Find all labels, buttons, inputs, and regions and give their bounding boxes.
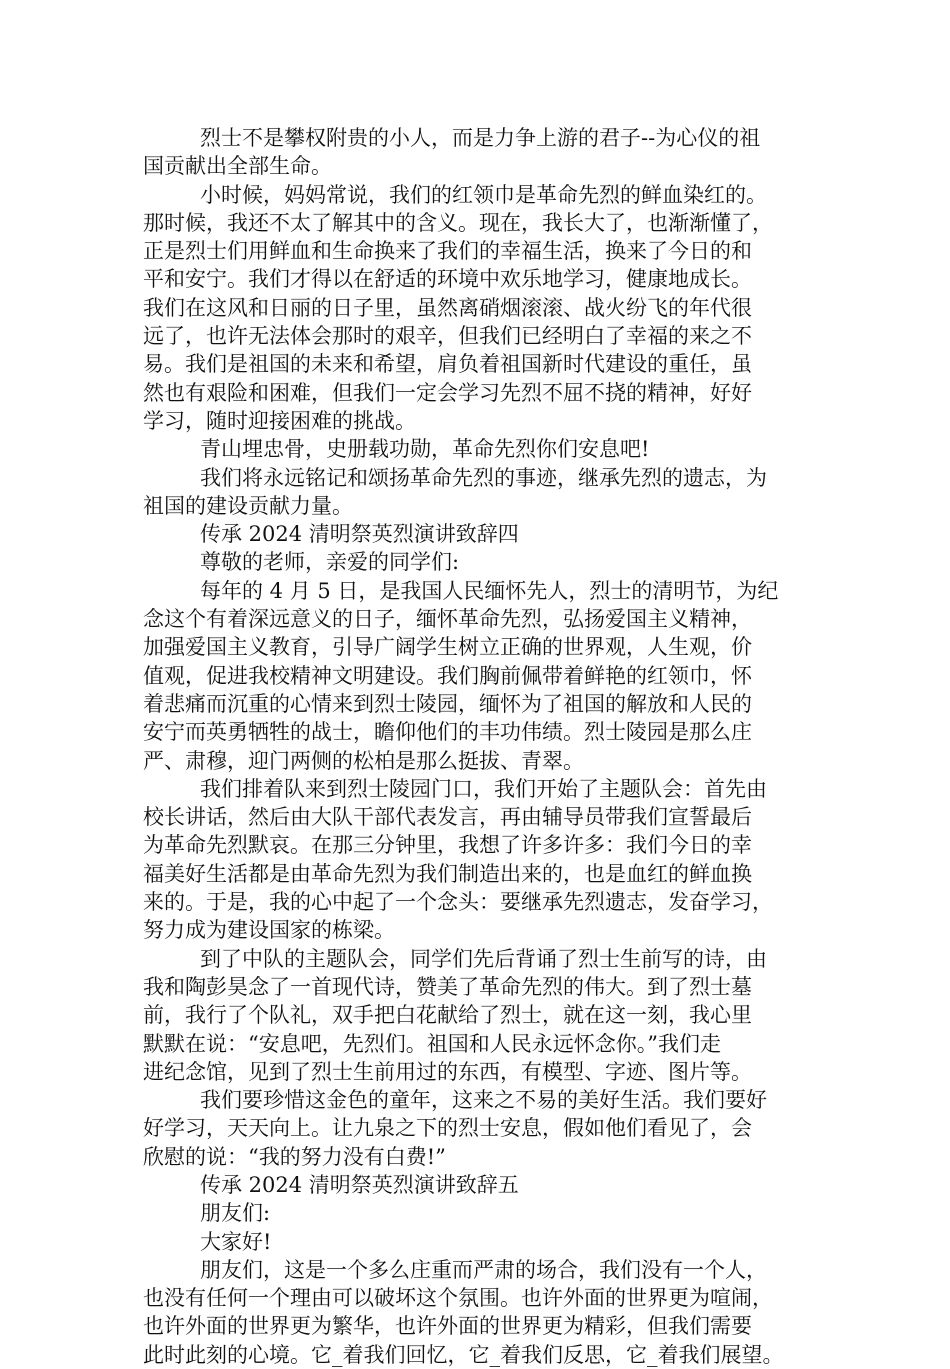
text-line: 小时候，妈妈常说，我们的红领巾是革命先烈的鲜血染红的。 (200, 182, 767, 207)
text-line: 来的。于是，我的心中起了一个念头：要继承先烈遗志，发奋学习， (143, 890, 773, 915)
text-line: 加强爱国主义教育，引导广阔学生树立正确的世界观，人生观，价 (143, 635, 752, 660)
text-line: 我们将永远铭记和颂扬革命先烈的事迹，继承先烈的遗志，为 (200, 465, 767, 490)
text-line: 正是烈士们用鲜血和生命换来了我们的幸福生活，换来了今日的和 (143, 239, 752, 264)
text-line: 青山埋忠骨，史册载功勋，革命先烈你们安息吧! (200, 437, 650, 462)
text-line: 那时候，我还不太了解其中的含义。现在，我长大了，也渐渐懂了， (143, 210, 773, 235)
text-line: 也没有任何一个理由可以破坏这个氛围。也许外面的世界更为喧闹， (143, 1286, 773, 1311)
text-line: 福美好生活都是由革命先烈为我们制造出来的，也是血红的鲜血换 (143, 861, 752, 886)
text-line: 每年的 4 月 5 日，是我国人民缅怀先人，烈士的清明节，为纪 (200, 578, 779, 603)
text-line: 此时此刻的心境。它_着我们回忆，它_着我们反思，它_着我们展望。 (143, 1342, 784, 1367)
text-line: 国贡献出全部生命。 (143, 154, 332, 179)
section-heading: 传承 2024 清明祭英烈演讲致辞五 (200, 1172, 519, 1197)
text-line: 欣慰的说：“我的努力没有白费!” (143, 1144, 446, 1169)
section-heading: 传承 2024 清明祭英烈演讲致辞四 (200, 522, 519, 547)
text-line: 也许外面的世界更为繁华，也许外面的世界更为精彩，但我们需要 (143, 1314, 752, 1339)
text-line: 好学习，天天向上。让九泉之下的烈士安息，假如他们看见了，会 (143, 1116, 752, 1141)
text-line: 努力成为建设国家的栋梁。 (143, 918, 395, 943)
text-line: 我和陶彭昊念了一首现代诗，赞美了革命先烈的伟大。到了烈士墓 (143, 974, 752, 999)
text-line: 平和安宁。我们才得以在舒适的环境中欢乐地学习，健康地成长。 (143, 267, 752, 292)
text-line: 严、肃穆，迎门两侧的松柏是那么挺拔、青翠。 (143, 748, 584, 773)
text-line: 到了中队的主题队会，同学们先后背诵了烈士生前写的诗，由 (200, 946, 767, 971)
text-line: 烈士不是攀权附贵的小人，而是力争上游的君子--为心仪的祖 (200, 126, 761, 150)
text-line: 我们在这风和日丽的日子里，虽然离硝烟滚滚、战火纷飞的年代很 (143, 295, 752, 320)
greeting: 大家好! (200, 1229, 272, 1254)
text-line: 朋友们，这是一个多么庄重而严肃的场合，我们没有一个人， (200, 1257, 767, 1282)
salutation: 尊敬的老师，亲爱的同学们: (200, 550, 460, 575)
text-line: 着悲痛而沉重的心情来到烈士陵园，缅怀为了祖国的解放和人民的 (143, 691, 752, 716)
text-line: 进纪念馆，见到了烈士生前用过的东西，有模型、字迹、图片等。 (143, 1059, 752, 1084)
text-line: 校长讲话，然后由大队干部代表发言，再由辅导员带我们宣誓最后 (143, 805, 752, 830)
text-line: 易。我们是祖国的未来和希望，肩负着祖国新时代建设的重任，虽 (143, 352, 752, 377)
salutation: 朋友们: (200, 1201, 271, 1226)
text-line: 安宁而英勇牺牲的战士，瞻仰他们的丰功伟绩。烈士陵园是那么庄 (143, 720, 752, 745)
text-line: 前，我行了个队礼，双手把白花献给了烈士，就在这一刻，我心里 (143, 1003, 752, 1028)
text-line: 我们要珍惜这金色的童年，这来之不易的美好生活。我们要好 (200, 1088, 767, 1113)
text-line: 念这个有着深远意义的日子，缅怀革命先烈，弘扬爱国主义精神， (143, 607, 752, 632)
text-line: 为革命先烈默哀。在那三分钟里，我想了许多许多：我们今日的幸 (143, 833, 752, 858)
text-line: 我们排着队来到烈士陵园门口，我们开始了主题队会：首先由 (200, 776, 767, 801)
text-line: 默默在说：“安息吧，先烈们。祖国和人民永远怀念你。”我们走 (143, 1031, 721, 1056)
text-line: 学习，随时迎接困难的挑战。 (143, 408, 416, 433)
text-line: 值观，促进我校精神文明建设。我们胸前佩带着鲜艳的红领巾，怀 (143, 663, 752, 688)
text-line: 然也有艰险和困难，但我们一定会学习先烈不屈不挠的精神，好好 (143, 380, 752, 405)
text-line: 祖国的建设贡献力量。 (143, 493, 353, 518)
text-line: 远了，也许无法体会那时的艰辛，但我们已经明白了幸福的来之不 (143, 324, 752, 349)
document-page (143, 124, 818, 1369)
